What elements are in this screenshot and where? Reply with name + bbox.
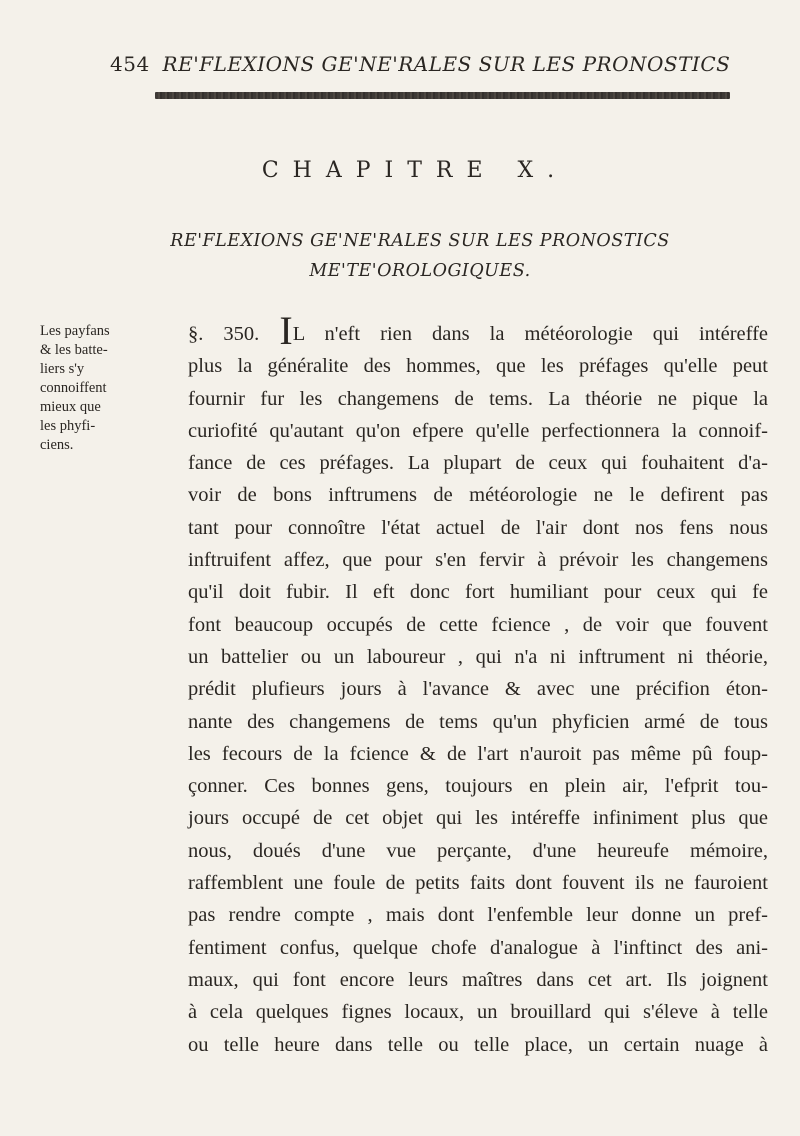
section-number: §. 350. (188, 323, 260, 345)
chapter-title-line-1: RE'FLEXIONS GE'NE'RALES SUR LES PRONOSTICS (170, 231, 670, 251)
paragraph-line-first (188, 308, 769, 353)
paragraph-line: ou telle heure dans telle ou telle place, un certain nuage à (188, 1033, 768, 1056)
paragraph-line: les fecours de la fcience & de l'art n'auroit pas même pû foup- (188, 742, 768, 765)
margin-note-line: Les payfans (40, 323, 110, 339)
paragraph-line: qu'il doit fubir. Il eft donc fort humiliant pour ceux qui fe (188, 581, 768, 604)
chapter-title-line-2: ME'TE'OROLOGIQUES. (309, 261, 531, 281)
paragraph-line: nous, doués d'une vue perçante, d'une heureufe mémoire, (188, 839, 768, 862)
chapter-title (0, 226, 800, 286)
margin-note-line: les phyfi- (40, 418, 96, 434)
paragraph-line-text: L n'eft rien dans la météorologie qui intéreffe (292, 323, 769, 345)
paragraph-line: curiofité qu'autant qu'on efpere qu'elle perfectionnera la connoif- (188, 419, 768, 442)
paragraph-line: jours occupé de cet objet qui les intéreffe infiniment plus que (188, 807, 768, 830)
paragraph-line: prédit plufieurs jours à l'avance & avec une précifion éton- (188, 678, 768, 701)
margin-note-line: ciens. (40, 437, 74, 453)
paragraph-line: raffemblent une foule de petits faits dont fouvent ils ne fauroient (188, 872, 768, 895)
running-head-title: RE'FLEXIONS GE'NE'RALES SUR LES PRONOSTICS (162, 52, 731, 76)
paragraph-line: fentiment confus, quelque chofe d'analogue à l'inftinct des ani- (188, 936, 768, 959)
paragraph-line: font beaucoup occupés de cette fcience , de voir que fouvent (188, 613, 768, 636)
paragraph-line: voir de bons inftrumens de météorologie ne le defirent pas (188, 484, 768, 507)
body-paragraph (188, 308, 769, 1061)
paragraph-line: çonner. Ces bonnes gens, toujours en plein air, l'efprit tou- (188, 775, 768, 798)
margin-note-line: & les batte- (40, 342, 108, 358)
margin-note-line: connoiffent (40, 380, 107, 396)
paragraph-line: inftruifent affez, que pour s'en fervir à prévoir les changemens (188, 549, 768, 572)
margin-note-line: mieux que (40, 399, 101, 415)
paragraph-line: fance de ces préfages. La plupart de ceux qui fouhaitent d'a- (188, 452, 768, 475)
paragraph-line: à cela quelques fignes locaux, un brouillard qui s'éleve à telle (188, 1001, 768, 1024)
margin-note (40, 322, 130, 455)
paragraph-line: nante des changemens de tems qu'un phyficien armé de tous (188, 710, 768, 733)
paragraph-line: tant pour connoître l'état actuel de l'air dont nos fens nous (188, 516, 768, 539)
paragraph-line: plus la généralite des hommes, que les préfages qu'elle peut (188, 355, 768, 378)
ornamental-rule (155, 92, 730, 99)
running-head (110, 52, 750, 76)
paragraph-line: fournir fur les changemens de tems. La théorie ne pique la (188, 387, 768, 410)
paragraph-line: un battelier ou un laboureur , qui n'a ni inftrument ni théorie, (188, 645, 768, 668)
margin-note-line: liers s'y (40, 361, 85, 377)
drop-cap: I (279, 308, 293, 353)
chapter-heading: CHAPITRE X. (261, 158, 569, 183)
paragraph-line: maux, qui font encore leurs maîtres dans cet art. Ils joignent (188, 968, 768, 991)
page-number: 454 (110, 52, 150, 76)
paragraph-line: pas rendre compte , mais dont l'enfemble leur donne un pref- (188, 904, 768, 927)
